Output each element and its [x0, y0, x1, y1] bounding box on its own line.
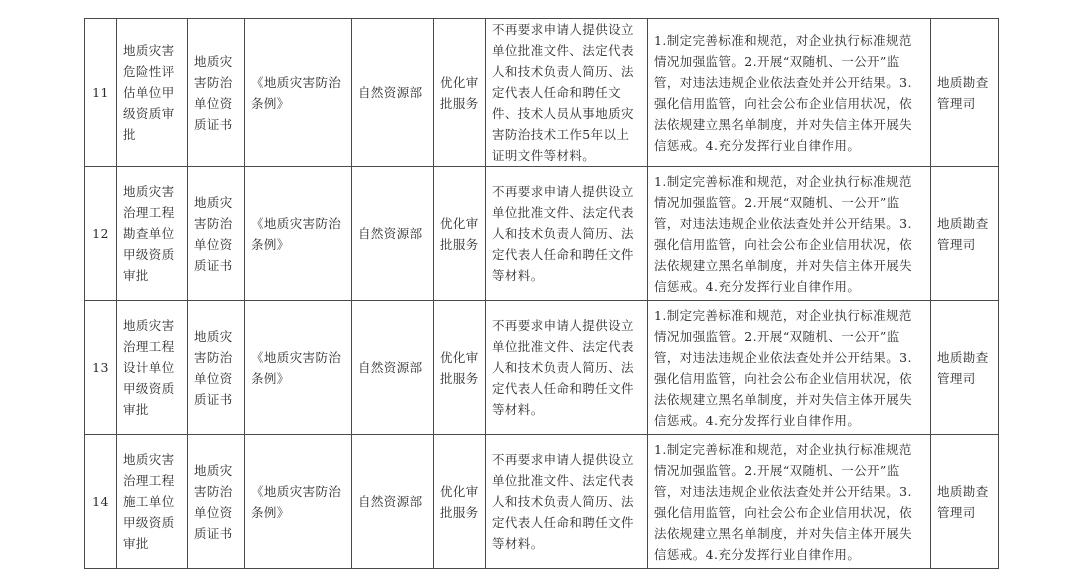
responsible-office: 地质勘查管理司	[931, 301, 999, 435]
approving-department: 自然资源部	[352, 167, 434, 301]
approval-item: 地质灾害治理工程施工单位甲级资质审批	[117, 435, 188, 569]
responsible-office: 地质勘查管理司	[931, 19, 999, 167]
reform-type: 优化审批服务	[434, 167, 486, 301]
approving-department: 自然资源部	[352, 19, 434, 167]
approving-department: 自然资源部	[352, 435, 434, 569]
row-number: 11	[85, 19, 117, 167]
table-row	[85, 301, 999, 435]
certificate-name: 地质灾害防治单位资质证书	[188, 167, 245, 301]
certificate-name: 地质灾害防治单位资质证书	[188, 435, 245, 569]
table-row	[85, 435, 999, 569]
reform-type: 优化审批服务	[434, 435, 486, 569]
legal-basis: 《地质灾害防治条例》	[245, 167, 352, 301]
reform-type: 优化审批服务	[434, 19, 486, 167]
reform-type: 优化审批服务	[434, 301, 486, 435]
legal-basis: 《地质灾害防治条例》	[245, 301, 352, 435]
reform-content: 不再要求申请人提供设立单位批准文件、法定代表人和技术负责人简历、法定代表人任命和聘任文件等材料。	[486, 435, 648, 569]
reform-content: 不再要求申请人提供设立单位批准文件、法定代表人和技术负责人简历、法定代表人任命和聘任文件、技术人员从事地质灾害防治技术工作5年以上证明文件等材料。	[486, 19, 648, 167]
approval-item: 地质灾害治理工程勘查单位甲级资质审批	[117, 167, 188, 301]
approving-department: 自然资源部	[352, 301, 434, 435]
responsible-office: 地质勘查管理司	[931, 435, 999, 569]
supervision-measures: 1.制定完善标准和规范，对企业执行标准规范情况加强监管。2.开展“双随机、一公开”监管，对违法违规企业依法查处并公开结果。3.强化信用监管，向社会公布企业信用状况，依法依规建立黑名单制度，并对失信主体开展失信惩戒。4.充分发挥行业自律作用。	[648, 435, 931, 569]
table-row	[85, 19, 999, 167]
supervision-measures: 1.制定完善标准和规范，对企业执行标准规范情况加强监管。2.开展“双随机、一公开”监管，对违法违规企业依法查处并公开结果。3.强化信用监管，向社会公布企业信用状况，依法依规建立黑名单制度，并对失信主体开展失信惩戒。4.充分发挥行业自律作用。	[648, 167, 931, 301]
reform-items-table	[84, 18, 999, 569]
supervision-measures: 1.制定完善标准和规范，对企业执行标准规范情况加强监管。2.开展“双随机、一公开”监管，对违法违规企业依法查处并公开结果。3.强化信用监管，向社会公布企业信用状况，依法依规建立黑名单制度，并对失信主体开展失信惩戒。4.充分发挥行业自律作用。	[648, 301, 931, 435]
supervision-measures: 1.制定完善标准和规范，对企业执行标准规范情况加强监管。2.开展“双随机、一公开”监管，对违法违规企业依法查处并公开结果。3.强化信用监管，向社会公布企业信用状况，依法依规建立黑名单制度，并对失信主体开展失信惩戒。4.充分发挥行业自律作用。	[648, 19, 931, 167]
responsible-office: 地质勘查管理司	[931, 167, 999, 301]
certificate-name: 地质灾害防治单位资质证书	[188, 19, 245, 167]
certificate-name: 地质灾害防治单位资质证书	[188, 301, 245, 435]
row-number: 12	[85, 167, 117, 301]
row-number: 13	[85, 301, 117, 435]
reform-content: 不再要求申请人提供设立单位批准文件、法定代表人和技术负责人简历、法定代表人任命和聘任文件等材料。	[486, 301, 648, 435]
reform-content: 不再要求申请人提供设立单位批准文件、法定代表人和技术负责人简历、法定代表人任命和聘任文件等材料。	[486, 167, 648, 301]
table-row	[85, 167, 999, 301]
approval-item: 地质灾害危险性评估单位甲级资质审批	[117, 19, 188, 167]
legal-basis: 《地质灾害防治条例》	[245, 19, 352, 167]
approval-item: 地质灾害治理工程设计单位甲级资质审批	[117, 301, 188, 435]
row-number: 14	[85, 435, 117, 569]
legal-basis: 《地质灾害防治条例》	[245, 435, 352, 569]
